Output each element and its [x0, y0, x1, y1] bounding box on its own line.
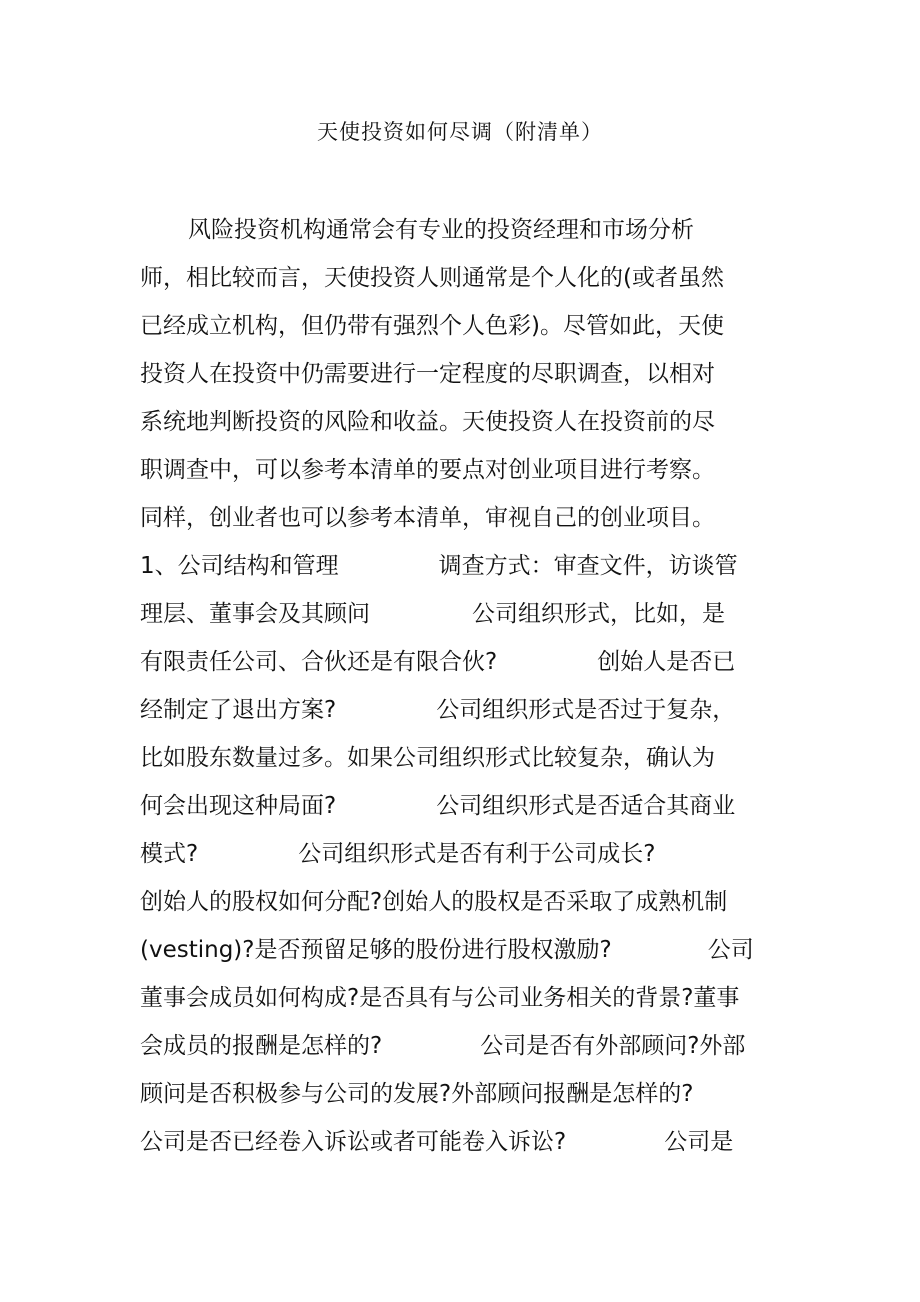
line-text: 公司组织形式是否适合其商业 [436, 793, 736, 819]
line-text: 职调查中，可以参考本清单的要点对创业项目进行考察。 [140, 457, 715, 483]
line-text: 模式? [140, 841, 199, 867]
paragraph-line-16 [140, 932, 754, 968]
line-text: 有限责任公司、合伙还是有限合伙? [140, 649, 498, 675]
line-text: 顾问是否积极参与公司的发展?外部顾问报酬是怎样的? [140, 1081, 694, 1107]
line-text: 经制定了退出方案? [140, 697, 337, 723]
line-text: 理层、董事会及其顾问 [140, 601, 370, 627]
paragraph-line-1 [188, 212, 694, 248]
line-text: 风险投资机构通常会有专业的投资经理和市场分析 [188, 217, 694, 243]
paragraph-line-15 [140, 884, 727, 920]
line-text: 比如股东数量过多。如果公司组织形式比较复杂，确认为 [140, 745, 715, 771]
paragraph-line-6 [140, 452, 715, 488]
line-text: 会成员的报酬是怎样的? [140, 1033, 383, 1059]
paragraph-line-10 [140, 644, 735, 680]
paragraph-line-3 [140, 308, 724, 344]
paragraph-line-18 [140, 1028, 745, 1064]
line-text: 创始人的股权如何分配?创始人的股权是否采取了成熟机制 [140, 889, 728, 915]
line-text: 公司是否有外部顾问?外部 [480, 1033, 746, 1059]
paragraph-line-20 [140, 1124, 733, 1160]
document-title: 天使投资如何尽调（附清单） [317, 120, 603, 144]
paragraph-line-13 [140, 788, 735, 824]
line-text: 系统地判断投资的风险和收益。天使投资人在投资前的尽 [140, 409, 715, 435]
line-text: 调查方式：审查文件，访谈管 [438, 553, 738, 579]
paragraph-line-7 [140, 500, 715, 536]
paragraph-line-12 [140, 740, 715, 776]
line-text: 已经成立机构，但仍带有强烈个人色彩)。尽管如此，天使 [140, 313, 724, 339]
line-text: 师，相比较而言，天使投资人则通常是个人化的(或者虽然 [140, 265, 724, 291]
line-text: 董事会成员如何构成?是否具有与公司业务相关的背景?董事 [140, 985, 740, 1011]
line-text: 投资人在投资中仍需要进行一定程度的尽职调查，以相对 [140, 361, 715, 387]
line-text: 公司 [707, 937, 754, 963]
paragraph-line-11 [140, 692, 735, 728]
paragraph-line-9 [140, 596, 725, 632]
line-text: 公司组织形式是否过于复杂， [436, 697, 736, 723]
line-text: 公司组织形式是否有利于公司成长? [298, 841, 656, 867]
paragraph-line-8 [140, 548, 738, 584]
paragraph-line-17 [140, 980, 739, 1016]
paragraph-line-2 [140, 260, 724, 296]
paragraph-line-4 [140, 356, 715, 392]
line-text: (vesting)?是否预留足够的股份进行股权激励? [140, 937, 612, 963]
line-text: 公司是 [664, 1129, 734, 1155]
line-text: 何会出现这种局面? [140, 793, 337, 819]
paragraph-line-19 [140, 1076, 693, 1112]
line-text: 公司是否已经卷入诉讼或者可能卷入诉讼? [140, 1129, 567, 1155]
line-text: 同样，创业者也可以参考本清单，审视自己的创业项目。 [140, 505, 715, 531]
line-text: 公司组织形式，比如，是 [472, 601, 725, 627]
paragraph-line-14 [140, 836, 655, 872]
line-text: 1、公司结构和管理 [140, 553, 339, 579]
line-text: 创始人是否已 [597, 649, 736, 675]
paragraph-line-5 [140, 404, 715, 440]
